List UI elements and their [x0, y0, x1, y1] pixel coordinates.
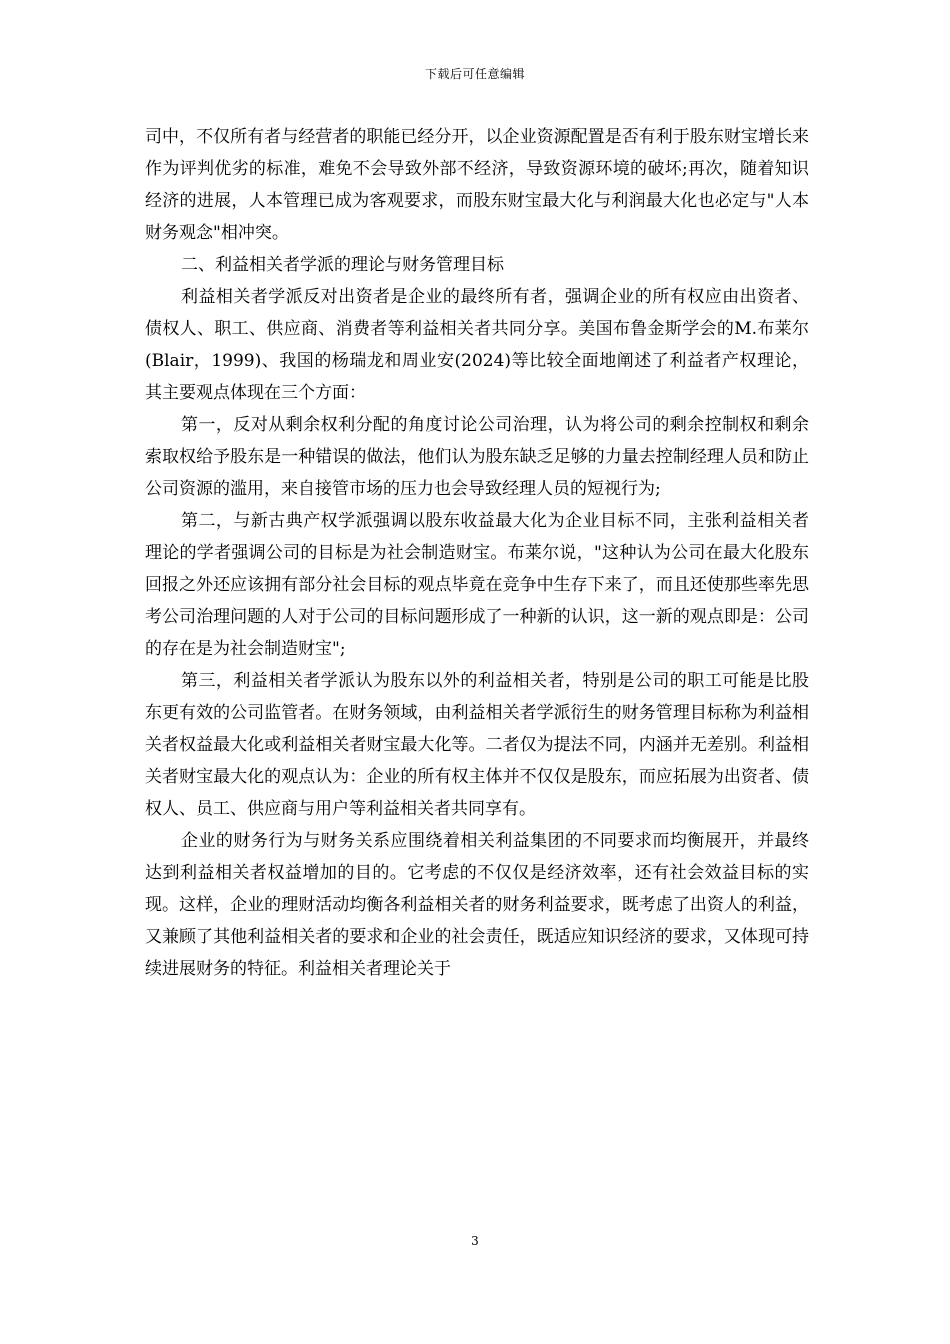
document-body: [145, 121, 809, 985]
paragraph-point-three: 第三，利益相关者学派认为股东以外的利益相关者，特别是公司的职工可能是比股东更有效的公司监管者。在财务领域，由利益相关者学派衍生的财务管理目标称为利益相关者权益最大化或利益相关者财宝最大化等。二者仅为提法不同，内涵并无差别。利益相关者财宝最大化的观点认为：企业的所有权主体并不仅仅是股东，而应拓展为出资者、债权人、员工、供应商与用户等利益相关者共同享有。: [145, 671, 809, 819]
paragraph-point-one: 第一，反对从剩余权利分配的角度讨论公司治理，认为将公司的剩余控制权和剩余索取权给予股东是一种错误的做法，他们认为股东缺乏足够的力量去控制经理人员和防止公司资源的滥用，来自接管市场的压力也会导致经理人员的短视行为;: [145, 415, 809, 499]
paragraph-financial-behavior: 企业的财务行为与财务关系应围绕着相关利益集团的不同要求而均衡展开，并最终达到利益相关者权益增加的目的。它考虑的不仅仅是经济效率，还有社会效益目标的实现。这样，企业的理财活动均衡各利益相关者的财务利益要求，既考虑了出资人的利益，又兼顾了其他利益相关者的要求和企业的社会责任，既适应知识经济的要求，又体现可持续进展财务的特征。利益相关者理论关于: [145, 831, 809, 979]
section-heading: 二、利益相关者学派的理论与财务管理目标: [181, 255, 504, 275]
paragraph-continuation: 司中，不仅所有者与经营者的职能已经分开，以企业资源配置是否有利于股东财宝增长来作为评判优劣的标准，难免不会导致外部不经济，导致资源环境的破坏;再次，随着知识经济的进展，人本管理已成为客观要求，而股东财宝最大化与利润最大化也必定与"人本财务观念"相冲突。: [145, 127, 809, 243]
paragraph-stakeholder-intro: 利益相关者学派反对出资者是企业的最终所有者，强调企业的所有权应由出资者、债权人、职工、供应商、消费者等利益相关者共同分享。美国布鲁金斯学会的M.布莱尔(Blair，1999)、我国的杨瑞龙和周业安(2024)等比较全面地阐述了利益者产权理论，其主要观点体现在三个方面：: [145, 287, 809, 403]
paragraph-point-two: 第二，与新古典产权学派强调以股东收益最大化为企业目标不同，主张利益相关者理论的学者强调公司的目标是为社会制造财宝。布莱尔说，"这种认为公司在最大化股东回报之外还应该拥有部分社会目标的观点毕竟在竞争中生存下来了，而且还使那些率先思考公司治理问题的人对于公司的目标问题形成了一种新的认识，这一新的观点即是：公司的存在是为社会制造财宝";: [145, 511, 809, 659]
page-number: 3: [471, 1234, 479, 1248]
page-header: 下载后可任意编辑: [424, 67, 525, 81]
